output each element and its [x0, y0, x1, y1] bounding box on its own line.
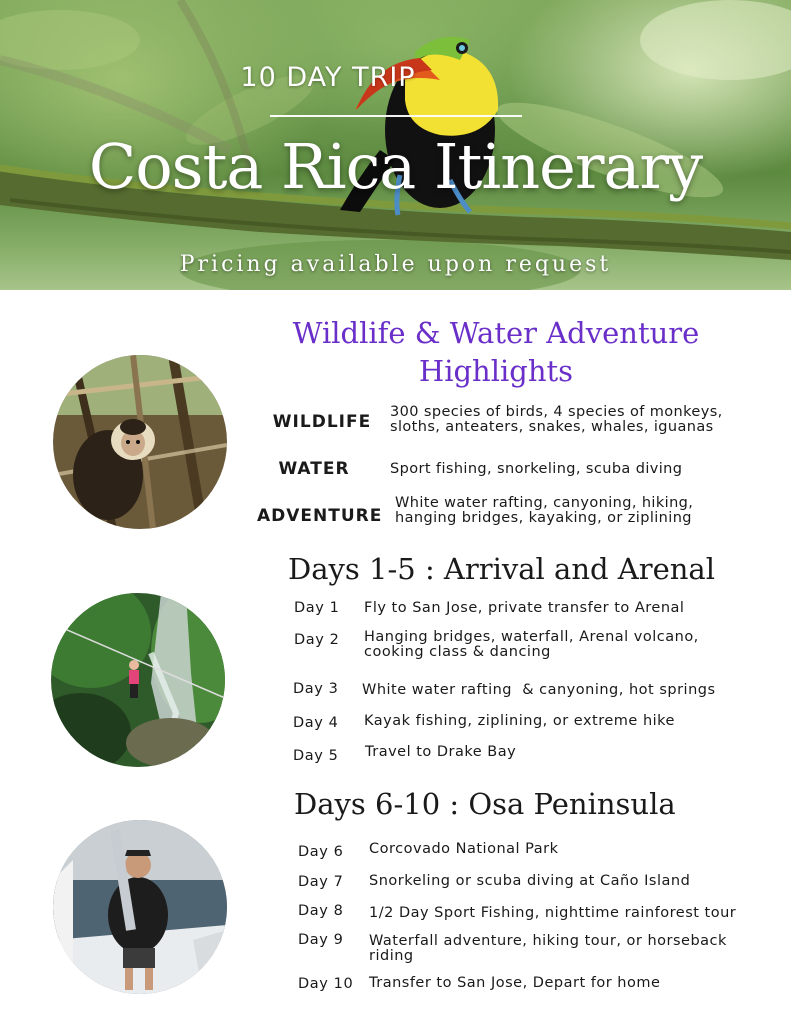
trip-length-kicker: 10 DAY TRIP — [240, 62, 416, 93]
highlight-text-line: Sport fishing, snorkeling, scuba diving — [390, 461, 683, 477]
page-title: Costa Rica Itinerary — [88, 130, 703, 203]
day-activity — [369, 906, 736, 921]
section-heading-arenal: Days 1-5 : Arrival and Arenal — [288, 552, 715, 586]
day-label: Day 6 — [298, 844, 344, 860]
day-label: Day 7 — [298, 874, 344, 890]
day-label: Day 1 — [294, 600, 340, 616]
pricing-subtitle: Pricing available upon request — [179, 252, 612, 277]
day-activity — [364, 714, 675, 729]
day-activity-line: Waterfall adventure, hiking tour, or horseback — [369, 933, 727, 949]
highlight-text-line: 300 species of birds, 4 species of monkeys, — [390, 404, 723, 420]
day-label: Day 5 — [293, 748, 339, 764]
day-activity-line: White water rafting & canyoning, hot springs — [362, 682, 716, 698]
day-label: Day 4 — [293, 715, 339, 731]
day-activity-line: riding — [369, 948, 414, 964]
highlight-label-wildlife: WILDLIFE — [272, 412, 372, 432]
fishing-photo — [53, 820, 227, 994]
highlights-title-line1: Wildlife & Water Adventure — [292, 316, 700, 350]
hero-banner — [0, 0, 791, 290]
section-heading-osa: Days 6-10 : Osa Peninsula — [294, 787, 676, 821]
day-label: Day 9 — [298, 932, 344, 948]
day-activity — [369, 976, 660, 991]
day-activity — [364, 630, 699, 660]
day-label: Day 3 — [293, 681, 339, 697]
highlight-text-wildlife — [390, 405, 790, 435]
highlight-text-line: hanging bridges, kayaking, or ziplining — [395, 510, 692, 526]
title-divider — [270, 115, 522, 117]
day-activity-line: Corcovado National Park — [369, 841, 559, 857]
highlight-text-adventure — [395, 496, 790, 526]
day-label: Day 10 — [298, 976, 354, 992]
highlights-title — [262, 314, 730, 390]
day-activity-line: cooking class & dancing — [364, 644, 551, 660]
highlights-title-line2: Highlights — [418, 354, 574, 388]
day-activity — [369, 874, 690, 889]
day-activity-line: Transfer to San Jose, Depart for home — [369, 975, 661, 991]
highlight-label-water: WATER — [278, 459, 350, 479]
day-activity — [364, 601, 684, 616]
monkey-photo — [53, 355, 227, 529]
day-activity-line: Travel to Drake Bay — [365, 744, 517, 760]
day-activity-line: Kayak fishing, ziplining, or extreme hike — [364, 713, 675, 729]
day-label: Day 2 — [294, 632, 340, 648]
day-activity-line: Hanging bridges, waterfall, Arenal volcano, — [364, 629, 699, 645]
day-activity-line: Fly to San Jose, private transfer to Arenal — [364, 600, 685, 616]
day-activity — [369, 934, 727, 964]
zipline-photo — [51, 593, 225, 767]
day-activity-line: 1/2 Day Sport Fishing, nighttime rainforest tour — [369, 905, 737, 921]
day-activity — [362, 683, 716, 698]
highlight-text-line: White water rafting, canyoning, hiking, — [395, 495, 694, 511]
highlight-label-adventure: ADVENTURE — [257, 506, 383, 526]
day-activity — [369, 842, 559, 857]
day-label: Day 8 — [298, 903, 344, 919]
day-activity — [365, 745, 516, 760]
highlight-text-water — [390, 462, 790, 477]
highlight-text-line: sloths, anteaters, snakes, whales, iguanas — [390, 419, 714, 435]
day-activity-line: Snorkeling or scuba diving at Caño Island — [369, 873, 691, 889]
